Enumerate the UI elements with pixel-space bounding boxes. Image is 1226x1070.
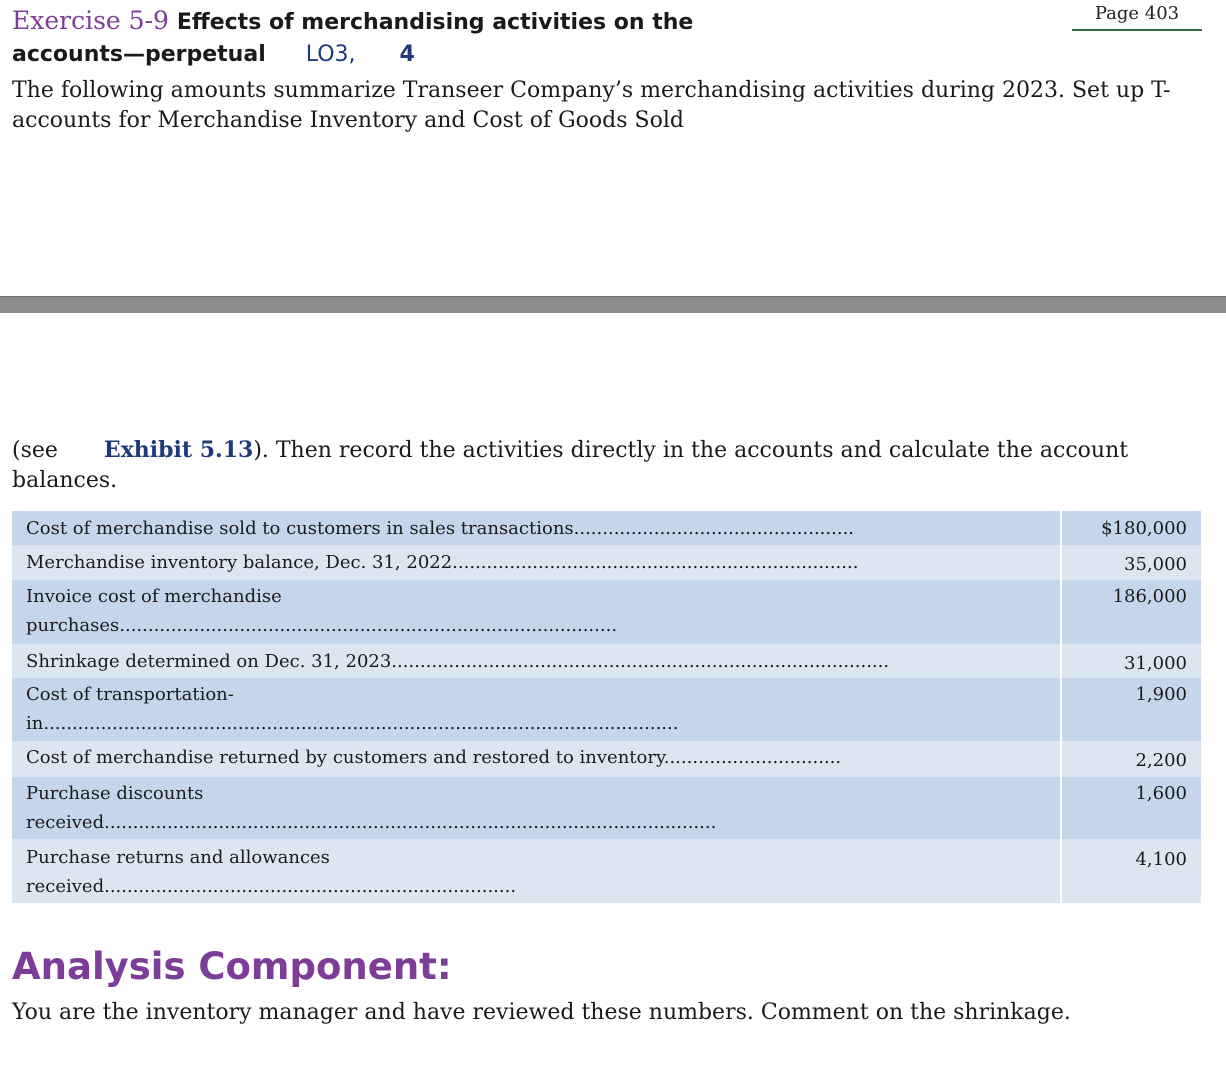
exercise-title-cont: accounts—perpetual xyxy=(12,42,266,67)
exercise-title: Effects of merchandising activities on the xyxy=(176,10,694,35)
row-value: 1,900 xyxy=(1062,678,1201,741)
amounts-table xyxy=(12,511,1201,903)
row-value: 2,200 xyxy=(1062,741,1201,777)
table-row xyxy=(12,741,1201,777)
row-value: 1,600 xyxy=(1062,777,1201,839)
table-row xyxy=(12,777,1201,839)
row-value: 186,000 xyxy=(1062,580,1201,644)
row-label: Shrinkage determined on Dec. 31, 2023....................................................................................... xyxy=(12,644,1060,678)
page-reference: Page 403 xyxy=(1072,3,1202,31)
row-value: 4,100 xyxy=(1062,839,1201,903)
learning-objective-link-2[interactable]: 4 xyxy=(399,42,415,67)
row-label: Invoice cost of merchandise purchases....................................................................................... xyxy=(12,580,1060,644)
exercise-title-line1 xyxy=(12,6,693,38)
intro-paragraph: The following amounts summarize Transeer Company’s merchandising activities during 2023. Set up T-accounts for Merchandise Inventory and Cost of Goods Sold xyxy=(12,78,1171,133)
row-label: Cost of merchandise returned by customers and restored to inventory............................... xyxy=(12,741,1060,777)
analysis-text: You are the inventory manager and have reviewed these numbers. Comment on the shrinkage. xyxy=(12,1000,1071,1025)
row-label: Purchase returns and allowances received........................................................................ xyxy=(12,839,1060,903)
row-value: $180,000 xyxy=(1062,511,1201,545)
table-row xyxy=(12,839,1201,903)
table-row xyxy=(12,545,1201,580)
table-row xyxy=(12,678,1201,741)
table-row xyxy=(12,644,1201,678)
continuation-text: ). Then record the activities directly in the accounts and calculate the account balances. xyxy=(12,438,1129,493)
exercise-title-line2 xyxy=(12,38,415,70)
row-label: Merchandise inventory balance, Dec. 31, 2022....................................................................... xyxy=(12,545,1060,580)
row-value: 35,000 xyxy=(1062,545,1201,580)
exhibit-link[interactable]: Exhibit 5.13 xyxy=(103,437,254,463)
continuation-paragraph xyxy=(12,435,1212,496)
row-value: 31,000 xyxy=(1062,644,1201,678)
exercise-header-section xyxy=(0,0,1226,296)
analysis-heading: Analysis Component: xyxy=(12,945,452,988)
learning-objective-link[interactable]: LO3, xyxy=(305,42,356,67)
exercise-number: Exercise 5-9 xyxy=(12,6,169,35)
row-label: Cost of transportation- in............................................................................................................... xyxy=(12,678,1060,741)
row-label: Cost of merchandise sold to customers in sales transactions................................................. xyxy=(12,511,1060,545)
see-text: (see xyxy=(12,438,58,463)
section-divider xyxy=(0,296,1226,313)
row-label: Purchase discounts received........................................................................................................... xyxy=(12,777,1060,839)
table-row xyxy=(12,511,1201,545)
table-row xyxy=(12,580,1201,644)
